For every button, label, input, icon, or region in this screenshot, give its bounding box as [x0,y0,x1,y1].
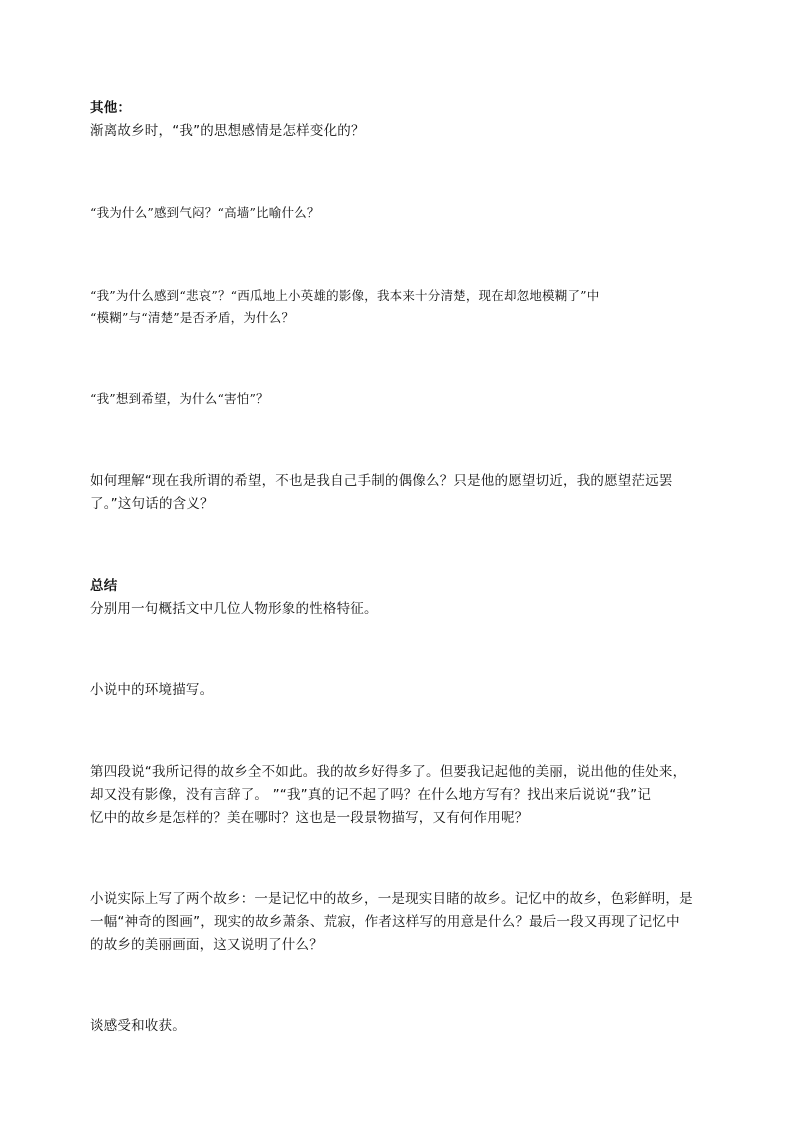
question-text: 却又没有影像，没有言辞了。 ”“我”真的记不起了吗？在什么地方写有？找出来后说说“我”记 [90,787,652,803]
question-text: 忆中的故乡是怎样的？美在哪时？这也是一段景物描写，又有何作用呢？ [90,810,529,826]
question-text: 小说中的环境描写。 [90,682,214,698]
question-text: “我”为什么感到“悲哀”？“西瓜地上小英雄的影像，我本来十分清楚，现在却忽地模糊了”中 [90,288,600,303]
question-text: 如何理解“现在我所谓的希望，不也是我自己手制的偶像么？只是他的愿望切近，我的愿望茫远罢 [90,473,673,489]
question-text: “模糊”与“清楚”是否矛盾，为什么？ [90,310,295,325]
question-text: 分别用一句概括文中几位人物形象的性格特征。 [90,601,378,617]
section-heading-other: 其他： [90,100,132,116]
question-text: 小说实际上写了两个故乡：一是记忆中的故乡，一是现实目睹的故乡。记忆中的故乡，色彩鲜明，是 [90,891,693,907]
question-text: 谈感受和收获。 [90,1018,186,1034]
question-text: 第四段说“我所记得的故乡全不如此。我的故乡好得多了。但要我记起他的美丽，说出他的佳处来， [90,764,687,780]
question-text: 了。”这句话的含义？ [90,496,214,512]
question-text: “我为什么”感到气闷？“高墙”比喻什么？ [90,205,320,220]
question-text: 渐离故乡时，“我”的思想感情是怎样变化的？ [90,123,365,139]
question-text: 的故乡的美丽画面，这又说明了什么？ [90,937,323,953]
question-text: “我”想到希望，为什么“害怕”？ [90,391,269,406]
section-heading-summary: 总结 [90,578,118,594]
question-text: 一幅“神奇的图画”，现实的故乡萧条、荒寂，作者这样写的用意是什么？最后一段又再现了记忆中 [90,914,680,930]
